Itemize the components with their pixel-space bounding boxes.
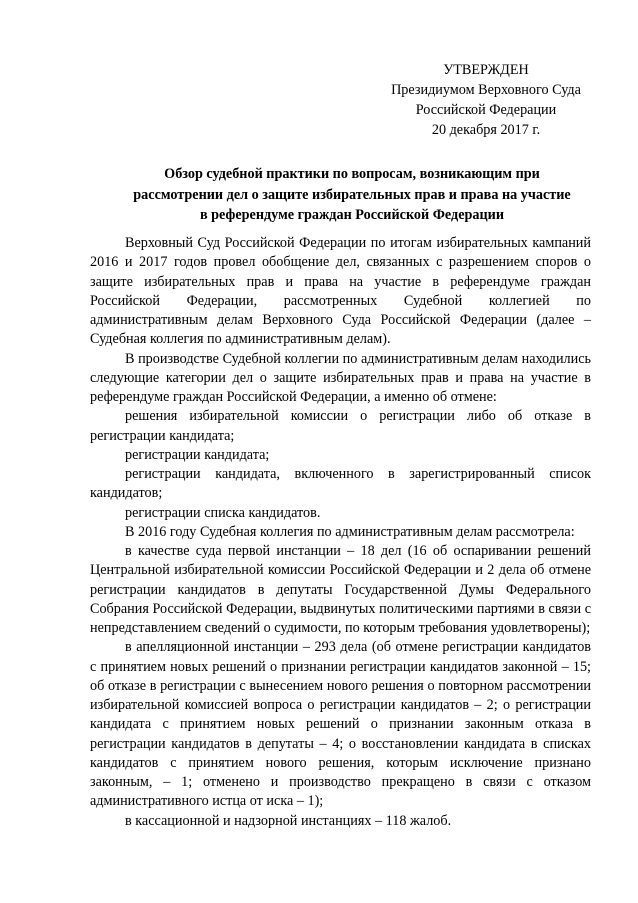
list-item: в апелляционной инстанции – 293 дела (об отмене регистрации кандидатов с принятием новых решений о признании регистрации кандидатов законной – 15; об отказе в регистрации с вынесением нового решения о повторном рассмотрении избирательной комиссией вопроса о регистрации кандидатов – 2; о регистрации кандидата с принятием новых решений о признании законным отказа в регистрации кандидатов в депутаты – 4; о восстановлении кандидата в списках кандидатов с принятием нового решения, которым исключение признано законным, – 1; отменено и производство прекращено в связи с отказом административного истца от иска – 1); [90,639,591,810]
title-line: рассмотрении дел о защите избирательных прав и права на участие [133,186,571,203]
approval-country: Российской Федерации [415,102,557,118]
list-item: регистрации кандидата, включенного в зарегистрированный список кандидатов; [90,466,591,502]
list-item: регистрации кандидата; [125,446,270,463]
list-item: в кассационной и надзорной инстанциях – 118 жалоб. [125,812,452,829]
document-body [90,234,591,831]
title-line: в референдуме граждан Российской Федерации [199,207,505,223]
approval-stamp [378,60,594,140]
body-paragraph: В производстве Судебной коллегии по административным делам находились следующие категории дел о защите избирательных прав и права на участие в референдуме граждан Российской Федерации, а именно об отмене: [90,350,591,405]
approval-authority: Президиумом Верховного Суда [391,82,581,98]
approval-date: 20 декабря 2017 г. [431,122,541,138]
list-item: в качестве суда первой инстанции – 18 дел (16 об оспаривании решений Центральной избирательной комиссии Российской Федерации и 2 дела об отмене регистрации кандидатов в депутаты Государственной Думы Федерального Собрания Российской Федерации, выдвинутых политическими партиями в связи с непредставлением сведений о судимости, по которым требования удовлетворены); [90,543,591,636]
body-paragraph: Верховный Суд Российской Федерации по итогам избирательных кампаний 2016 и 2017 годов провел обобщение дел, связанных с разрешением споров о защите избирательных прав и права на участие в референдуме граждан Российской Федерации, рассмотренных Судебной коллегией по административным делам Верховного Суда Российской Федерации (далее – Судебная коллегия по административным делам). [90,235,591,348]
body-paragraph: В 2016 году Судебная коллегия по административным делам рассмотрела: [125,523,575,540]
list-item: регистрации списка кандидатов. [125,504,321,521]
list-item: решения избирательной комиссии о регистрации либо об отказе в регистрации кандидата; [90,408,591,444]
document-title [100,164,604,226]
title-line: Обзор судебной практики по вопросам, возникающим при [164,166,540,182]
approval-heading: УТВЕРЖДЕН [443,62,529,78]
